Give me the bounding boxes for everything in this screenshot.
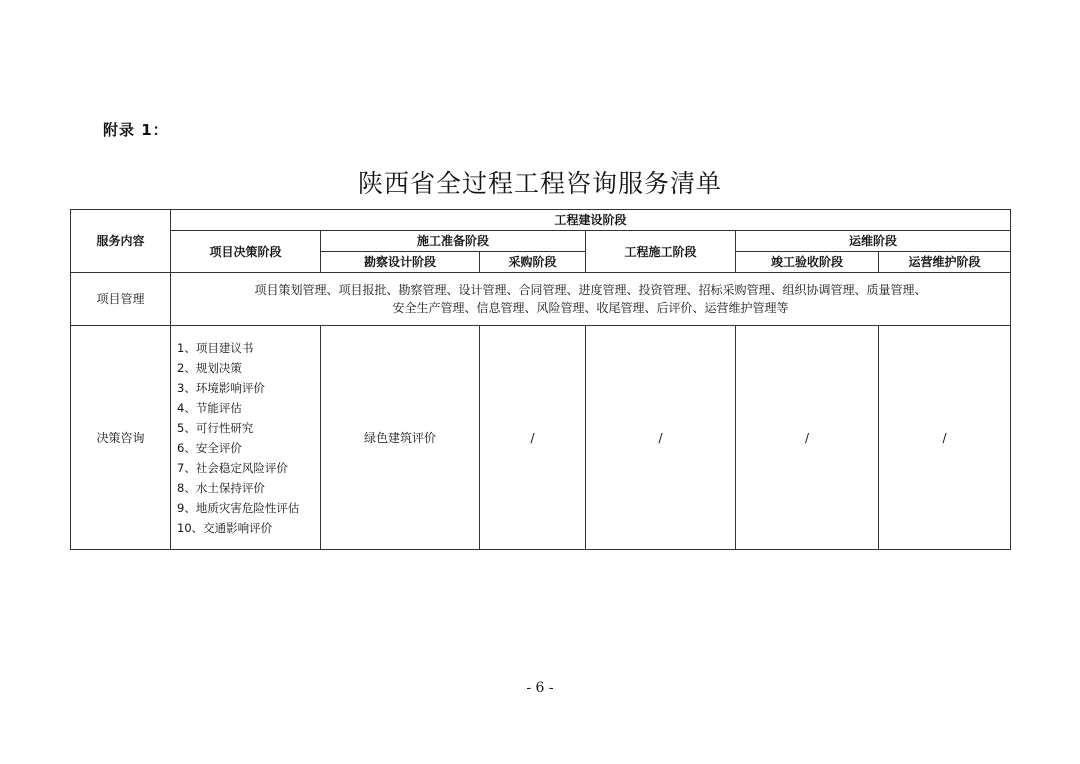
- decision-survey-design-cell: 绿色建筑评价: [321, 326, 480, 550]
- header-survey-design: 勘察设计阶段: [321, 252, 480, 273]
- decision-procurement-cell: /: [480, 326, 586, 550]
- list-item: 10、交通影响评价: [177, 520, 273, 535]
- project-management-line-1: 项目策划管理、项目报批、勘察管理、设计管理、合同管理、进度管理、投资管理、招标采购管理、组织协调管理、质量管理、: [254, 283, 927, 297]
- row-label-decision-consulting: 决策咨询: [71, 326, 171, 550]
- header-completion: 竣工验收阶段: [736, 252, 879, 273]
- header-project-decision: 项目决策阶段: [171, 231, 321, 273]
- decision-construction-cell: /: [586, 326, 736, 550]
- row-decision-consulting: [71, 326, 1011, 550]
- row-project-management: [71, 273, 1011, 326]
- list-item: 9、地质灾害危险性评估: [177, 500, 300, 515]
- decision-items-list: [171, 326, 321, 550]
- decision-completion-cell: /: [736, 326, 879, 550]
- header-construction-stage: 工程建设阶段: [171, 210, 1011, 231]
- project-management-content: [171, 273, 1011, 326]
- list-item: 2、规划决策: [177, 360, 242, 375]
- page-number: - 6 -: [526, 680, 554, 696]
- list-item: 3、环境影响评价: [177, 380, 265, 395]
- header-construction-exec: 工程施工阶段: [586, 231, 736, 273]
- row-label-project-management: 项目管理: [71, 273, 171, 326]
- header-operation-maintenance: 运营维护阶段: [879, 252, 1011, 273]
- header-service-content: 服务内容: [71, 210, 171, 273]
- list-item: 8、水土保持评价: [177, 480, 265, 495]
- header-om-stage: 运维阶段: [736, 231, 1011, 252]
- list-item: 6、安全评价: [177, 440, 242, 455]
- decision-operation-cell: /: [879, 326, 1011, 550]
- header-procurement: 采购阶段: [480, 252, 586, 273]
- list-item: 5、可行性研究: [177, 420, 254, 435]
- document-title: 陕西省全过程工程咨询服务清单: [357, 169, 722, 198]
- appendix-label: 附录 1：: [103, 121, 169, 139]
- list-item: 4、节能评估: [177, 400, 242, 415]
- list-item: 1、项目建议书: [177, 340, 254, 355]
- project-management-line-2: 安全生产管理、信息管理、风险管理、收尾管理、后评价、运营维护管理等: [392, 301, 789, 315]
- service-list-table: [70, 209, 1011, 550]
- header-prep-stage: 施工准备阶段: [321, 231, 586, 252]
- header-row-1: [71, 210, 1011, 231]
- header-row-2: [71, 231, 1011, 252]
- list-item: 7、社会稳定风险评价: [177, 460, 288, 475]
